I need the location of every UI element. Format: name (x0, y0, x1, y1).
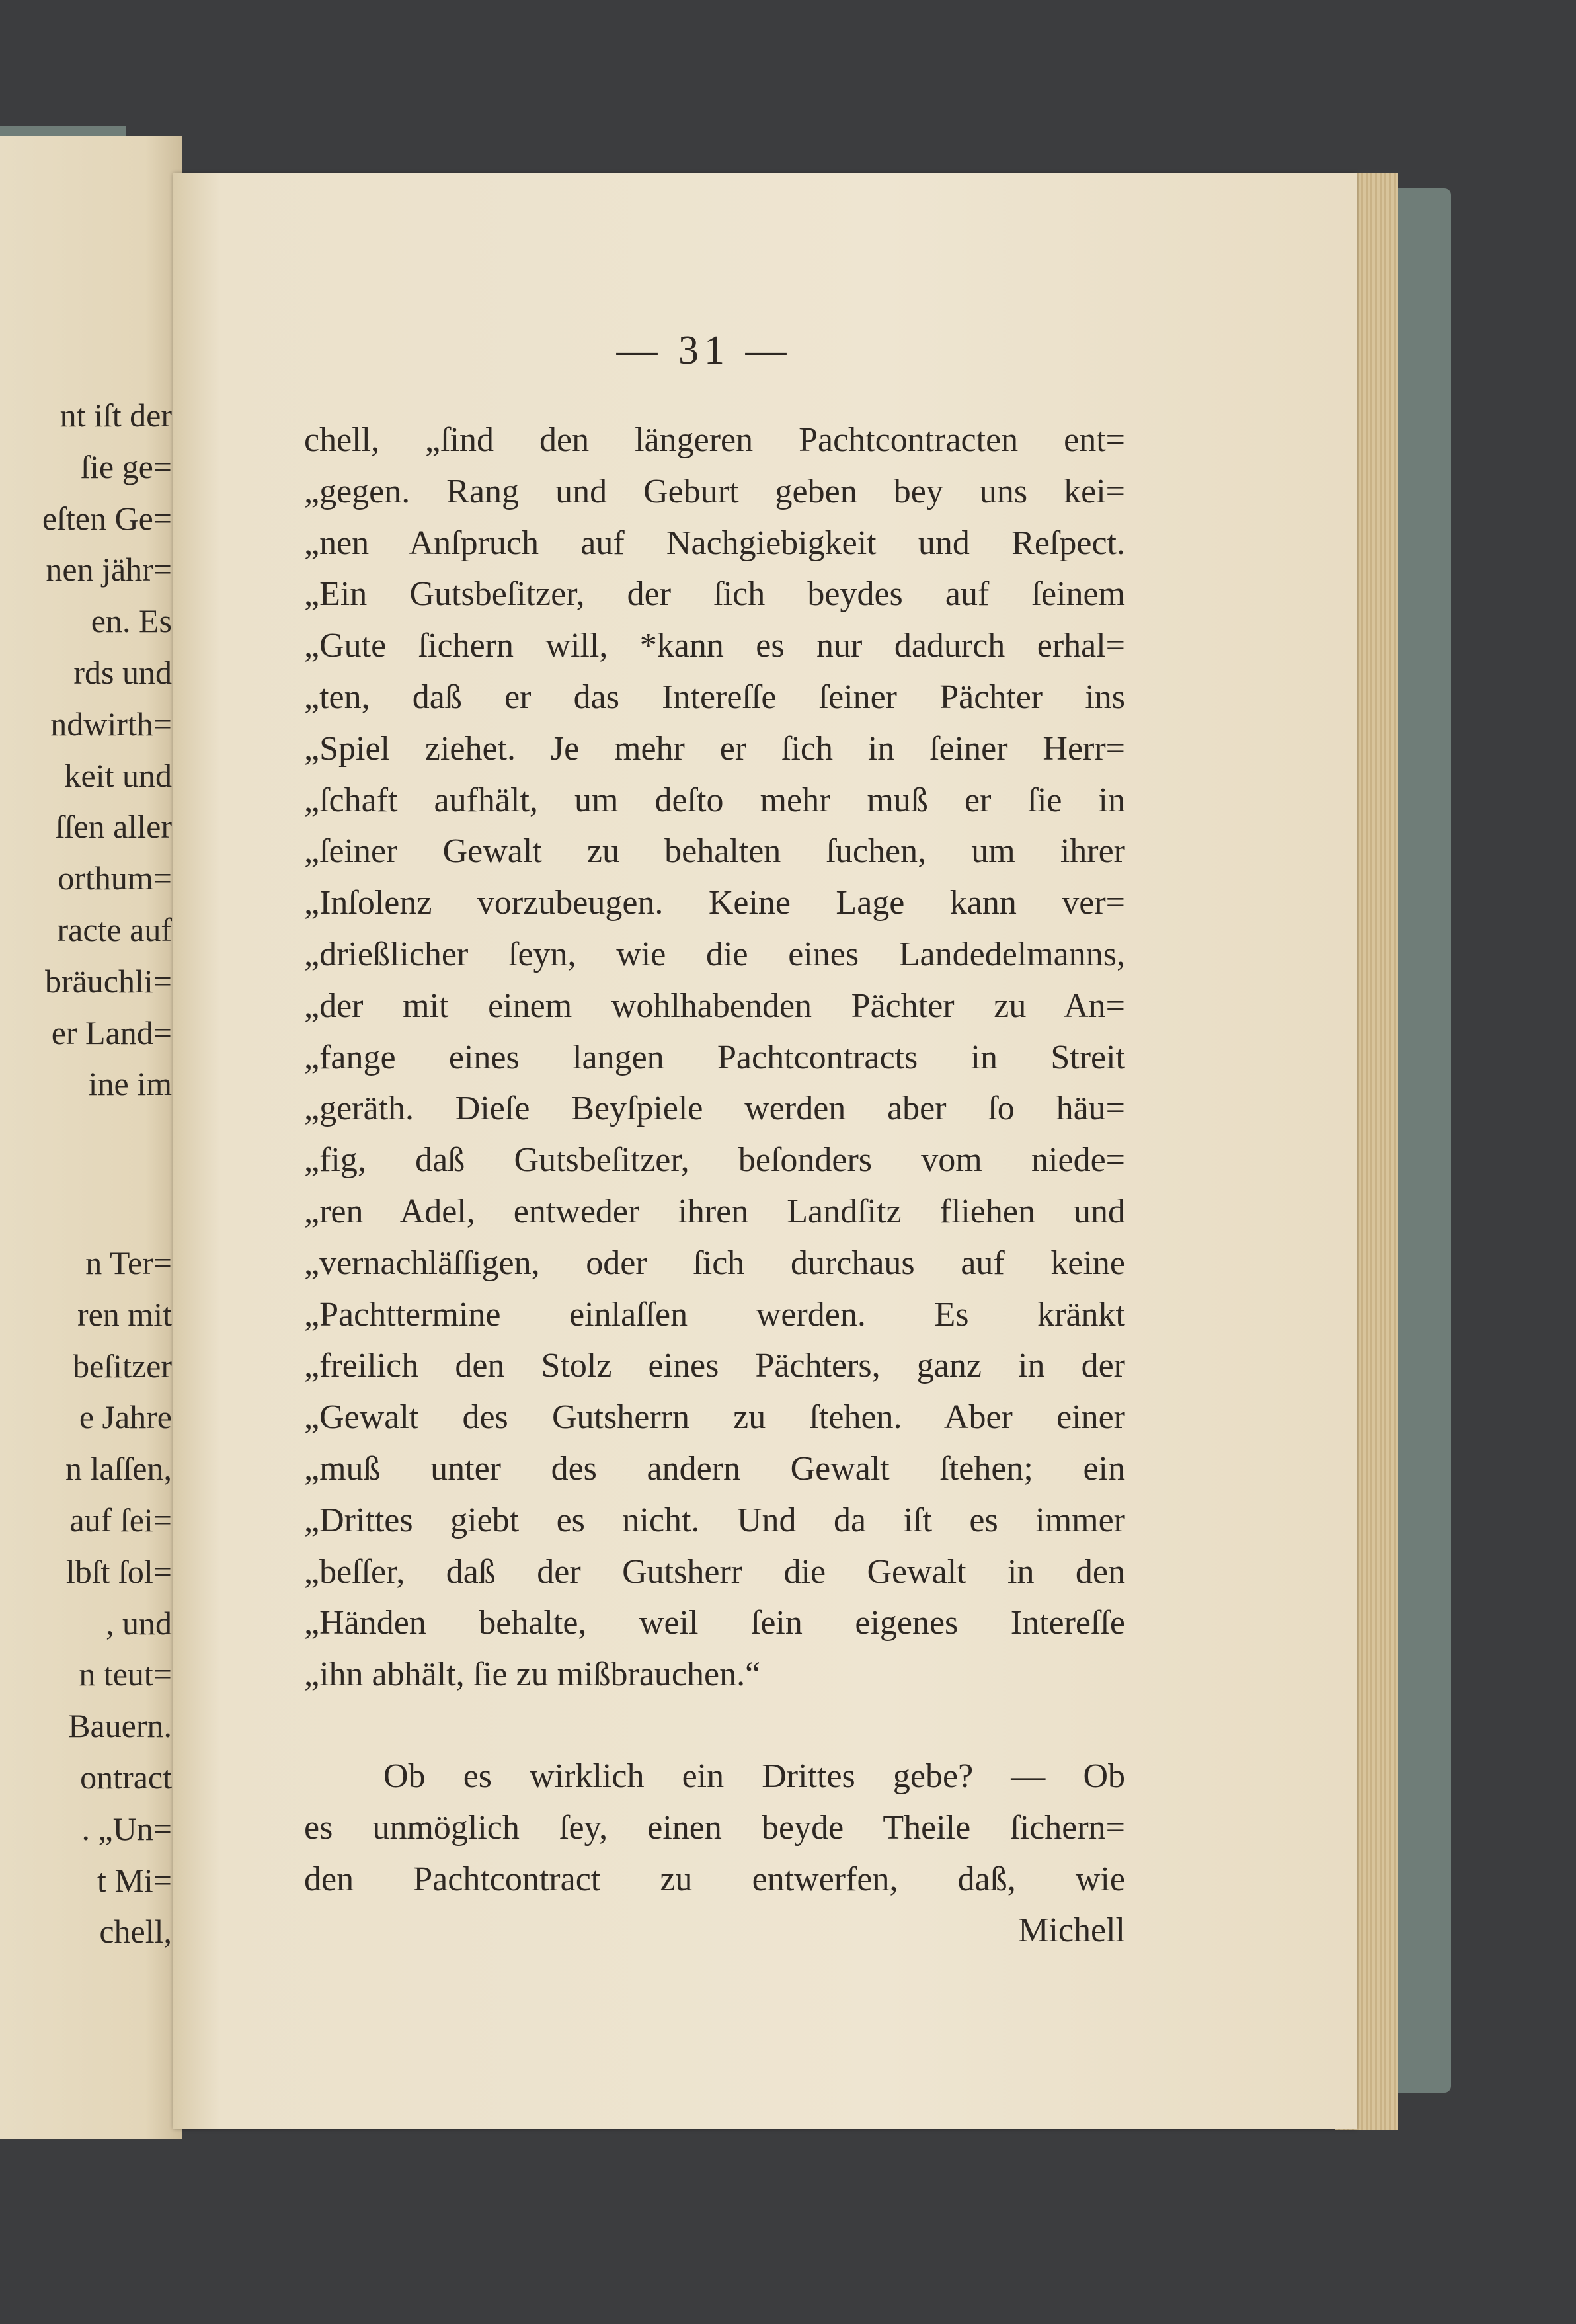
text-line: „ihn abhält, ſie zu mißbrauchen.“ (304, 1656, 761, 1694)
fragment-line: beſitzer (73, 1347, 172, 1384)
text-line: „beſſer, daß der Gutsherr die Gewalt in den (304, 1552, 1125, 1591)
fragment-line: bräuchli= (44, 962, 172, 1000)
text-line: „Ein Gutsbeſitzer, der ſich beydes auf ſeinem (304, 575, 1125, 614)
fragment-line: . „Un= (81, 1810, 172, 1847)
text-line: „gegen. Rang und Geburt geben bey uns kei= (304, 472, 1125, 510)
text-line: „Spiel ziehet. Je mehr er ſich in ſeiner Herr= (304, 729, 1125, 768)
left-page-fragments-bottom (0, 1238, 172, 1958)
fragment-line: n Ter= (85, 1244, 172, 1281)
fragment-line: er Land= (51, 1014, 172, 1051)
fragment-line: n laſſen, (65, 1450, 172, 1488)
text-line: „fange eines langen Pachtcontracts in Streit (304, 1038, 1125, 1076)
text-line: „Drittes giebt es nicht. Und da iſt es immer (304, 1501, 1125, 1539)
text-line: „der mit einem wohlhabenden Pächter zu An= (304, 986, 1125, 1025)
text-line: „freilich den Stolz eines Pächters, ganz in der (304, 1347, 1125, 1385)
page-number: — 31 — (616, 328, 792, 373)
text-line: „muß unter des andern Gewalt ſtehen; ein (304, 1449, 1125, 1488)
fragment-line: Bauern. (68, 1707, 172, 1745)
catchword: Michell (1018, 1911, 1125, 1950)
text-line: den Pachtcontract zu entwerfen, daß, wie (304, 1860, 1125, 1898)
fragment-line: ndwirth= (50, 705, 172, 742)
quote-block (304, 415, 1125, 1701)
paragraph (304, 1751, 1125, 1956)
text-line: „nen Anſpruch auf Nachgiebigkeit und Reſpect. (304, 524, 1125, 562)
fragment-line: en. Es (91, 602, 172, 640)
text-line: „Inſolenz vorzubeugen. Keine Lage kann ver= (304, 884, 1125, 922)
text-line: „ren Adel, entweder ihren Landſitz fliehen und (304, 1192, 1125, 1230)
fragment-line: e Jahre (79, 1398, 172, 1436)
text-line: chell, „ſind den längeren Pachtcontracten ent= (304, 421, 1125, 459)
text-line: „drießlicher ſeyn, wie die eines Landedelmanns, (304, 935, 1125, 973)
fragment-line: ſſen aller (55, 808, 172, 846)
text-line: „vernachläſſigen, oder ſich durchaus auf keine (304, 1244, 1125, 1282)
fragment-line: keit und (64, 756, 172, 794)
text-line: Ob es wirklich ein Drittes gebe? — Ob (383, 1757, 1125, 1795)
fragment-line: racte auf (57, 910, 172, 948)
fragment-line: ren mit (77, 1295, 172, 1333)
fragment-line: , und (106, 1604, 172, 1642)
fragment-line: chell, (99, 1913, 172, 1950)
fragment-line: ine im (88, 1065, 172, 1103)
fragment-line: lbſt ſol= (65, 1552, 172, 1590)
fragment-line: n teut= (79, 1656, 172, 1693)
left-page-fragments-top (0, 390, 172, 1110)
fragment-line: ſie ge= (81, 448, 172, 485)
text-line: „geräth. Dieſe Beyſpiele werden aber ſo häu= (304, 1090, 1125, 1128)
text-line: es unmöglich ſey, einen beyde Theile ſichern= (304, 1808, 1125, 1847)
text-line: „ten, daß er das Intereſſe ſeiner Pächter ins (304, 678, 1125, 716)
fragment-line: nt iſt der (59, 397, 172, 434)
text-line: „fig, daß Gutsbeſitzer, beſonders vom niede= (304, 1141, 1125, 1180)
text-line: „ſchaft aufhält, um deſto mehr muß er ſie in (304, 781, 1125, 819)
fragment-line: eſten Ge= (42, 499, 172, 537)
fragment-line: orthum= (58, 860, 172, 897)
fragment-line: t Mi= (97, 1861, 172, 1899)
text-line: „Gute ſichern will, *kann es nur dadurch erhal= (304, 627, 1125, 665)
fragment-line: auf ſei= (69, 1501, 172, 1539)
fragment-line: ontract (80, 1758, 172, 1796)
fragment-line: rds und (73, 653, 172, 691)
text-line: „Händen behalte, weil ſein eigenes Intereſſe (304, 1604, 1125, 1642)
fragment-line: nen jähr= (46, 551, 172, 588)
text-line: „Pachttermine einlaſſen werden. Es kränkt (304, 1295, 1125, 1334)
text-line: „ſeiner Gewalt zu behalten ſuchen, um ihrer (304, 832, 1125, 871)
text-line: „Gewalt des Gutsherrn zu ſtehen. Aber einer (304, 1398, 1125, 1437)
